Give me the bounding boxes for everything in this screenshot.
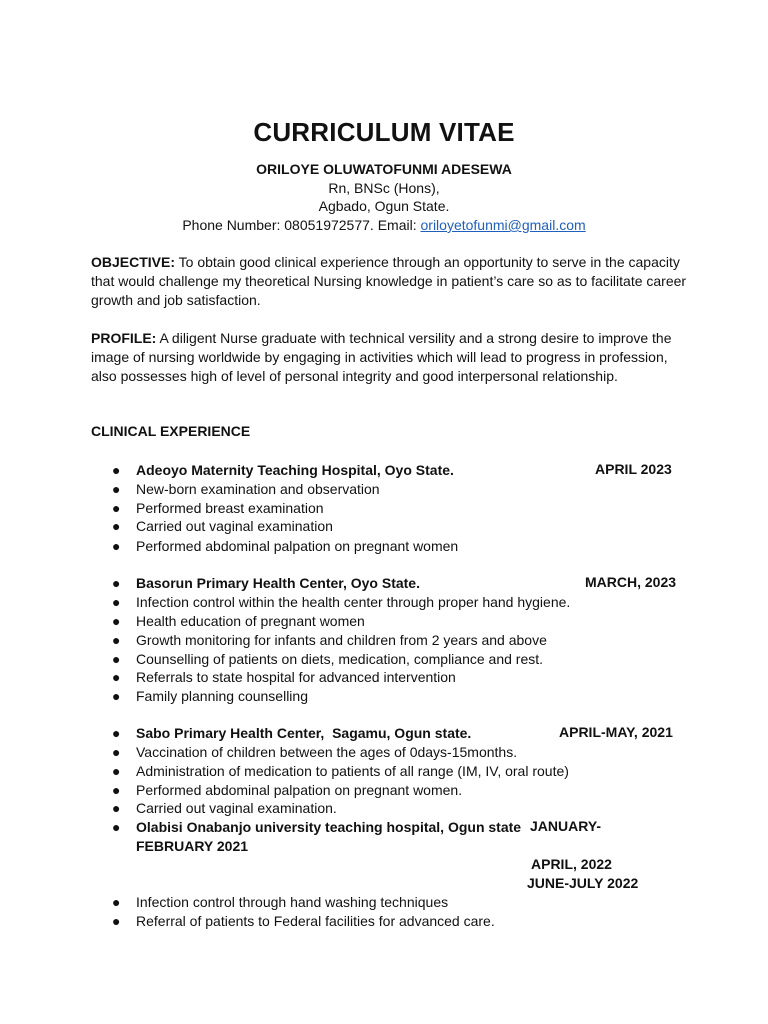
experience-place: Sabo Primary Health Center, Sagamu, Ogun state. [136,725,472,741]
bullet-icon: ● [112,500,121,516]
bullet-icon: ● [112,462,121,478]
profile-paragraph [91,329,691,386]
objective-line-3: growth and job satisfaction. [91,292,261,308]
experience-date: JUNE-JULY 2022 [527,875,639,891]
bullet-icon: ● [112,538,121,554]
bullet-icon: ● [112,782,121,798]
objective-label: OBJECTIVE: [91,254,176,270]
bullet-icon: ● [112,613,121,629]
email-link[interactable]: oriloyetofunmi@gmail.com [420,217,586,233]
experience-date: APRIL, 2022 [531,856,612,872]
profile-line-3: also possesses high of level of personal integrity and good interpersonal relationship. [91,368,618,384]
profile-label: PROFILE: [91,330,157,346]
address: Agbado, Ogun State. [318,198,450,214]
bullet-icon: ● [112,725,121,741]
phone-text: Phone Number: 08051972577. Email: [182,217,421,233]
objective-line-2: that would challenge my theoretical Nursing knowledge in patient’s care so as to facilitate career [91,273,687,289]
experience-place: Olabisi Onabanjo university teaching hospital, Ogun state [136,819,522,835]
objective-paragraph [91,253,691,310]
bullet-icon: ● [112,669,121,685]
cv-page: CURRICULUM VITAE ORILOYE OLUWATOFUNMI ADESEWA Rn, BNSc (Hons), Agbado, Ogun State. Phone Number: 08051972577. Email: oriloyetofunmi@gmail.com OBJECTIVE: To obtain good clinical experience through an opportunity to serve in the capacity that would challenge my theoretical Nursing knowledge in patient’s care so as to facilitate career growth and job satisfaction. PROFILE: A diligent Nurse graduate with technical versility and a strong desire to improve the image of nursing worldwide by engaging in activities which will lead to progress in profession, also possesses high of level of personal integrity and good interpersonal relationship. CLINICAL EXPERIENCE ● Adeoyo Maternity Teaching Hospital, Oyo State. APRIL 2023 ● New-born examination and observation ● Performed breast examination ● Carried out vaginal examination ● Performed abdominal palpation on pregnant women ● Basorun Primary Health Center, Oyo State. MARCH, 2023 ● Infection control within the health center through proper hand hygiene. ● Health education of pregnant women ● Growth monitoring for infants and children from 2 years and above ● Counselling of patients on diets, medication, compliance and rest. ● Referrals to state hospital for advanced intervention ● Family planning counselling ● Sabo Primary Health Center, Sagamu, Ogun state. APRIL-MAY, 2021 ● Vaccination of children between the ages of 0days-15months. ● Administration of medication to patients of all range (IM, IV, oral route) ● Performed abdominal palpation on pregnant women. ● Carried out vaginal examination. ● Olabisi Onabanjo university teaching hospital, Ogun state JANUARY- FEBRUARY 2021 APRIL, 2022 JUNE-JULY 2022 ● Infection control through hand washing techniques ● Referral of patients to Federal facilities for advanced care. [0,0,768,1024]
bullet-icon: ● [112,763,121,779]
experience-date: JANUARY- [530,818,602,834]
credentials: Rn, BNSc (Hons), [328,180,440,196]
contact-line [0,217,768,233]
bullet-icon: ● [112,575,121,591]
experience-date: MARCH, 2023 [585,574,677,590]
objective-line-1: OBJECTIVE: To obtain good clinical experience through an opportunity to serve in the capacity [91,254,680,270]
bullet-icon: ● [112,800,121,816]
experience-place: Adeoyo Maternity Teaching Hospital, Oyo State. [136,462,454,478]
bullet-icon: ● [112,688,121,704]
bullet-icon: ● [112,594,121,610]
experience-date: APRIL 2023 [595,461,672,477]
bullet-icon: ● [112,651,121,667]
bullet-icon: ● [112,481,121,497]
bullet-icon: ● [112,819,121,835]
document-title: CURRICULUM VITAE [253,117,515,147]
bullet-icon: ● [112,632,121,648]
profile-line-2: image of nursing worldwide by engaging in activities which will lead to progress in profession, [91,349,668,365]
bullet-icon: ● [112,913,121,929]
clinical-experience-heading: CLINICAL EXPERIENCE [91,423,251,439]
experience-place: Basorun Primary Health Center, Oyo State. [136,575,420,591]
bullet-icon: ● [112,894,121,910]
experience-date: FEBRUARY 2021 [136,838,249,854]
applicant-name: ORILOYE OLUWATOFUNMI ADESEWA [256,161,512,177]
bullet-icon: ● [112,744,121,760]
bullet-icon: ● [112,518,121,534]
profile-line-1: PROFILE: A diligent Nurse graduate with technical versility and a strong desire to improve the [91,330,672,346]
experience-date: APRIL-MAY, 2021 [559,724,673,740]
